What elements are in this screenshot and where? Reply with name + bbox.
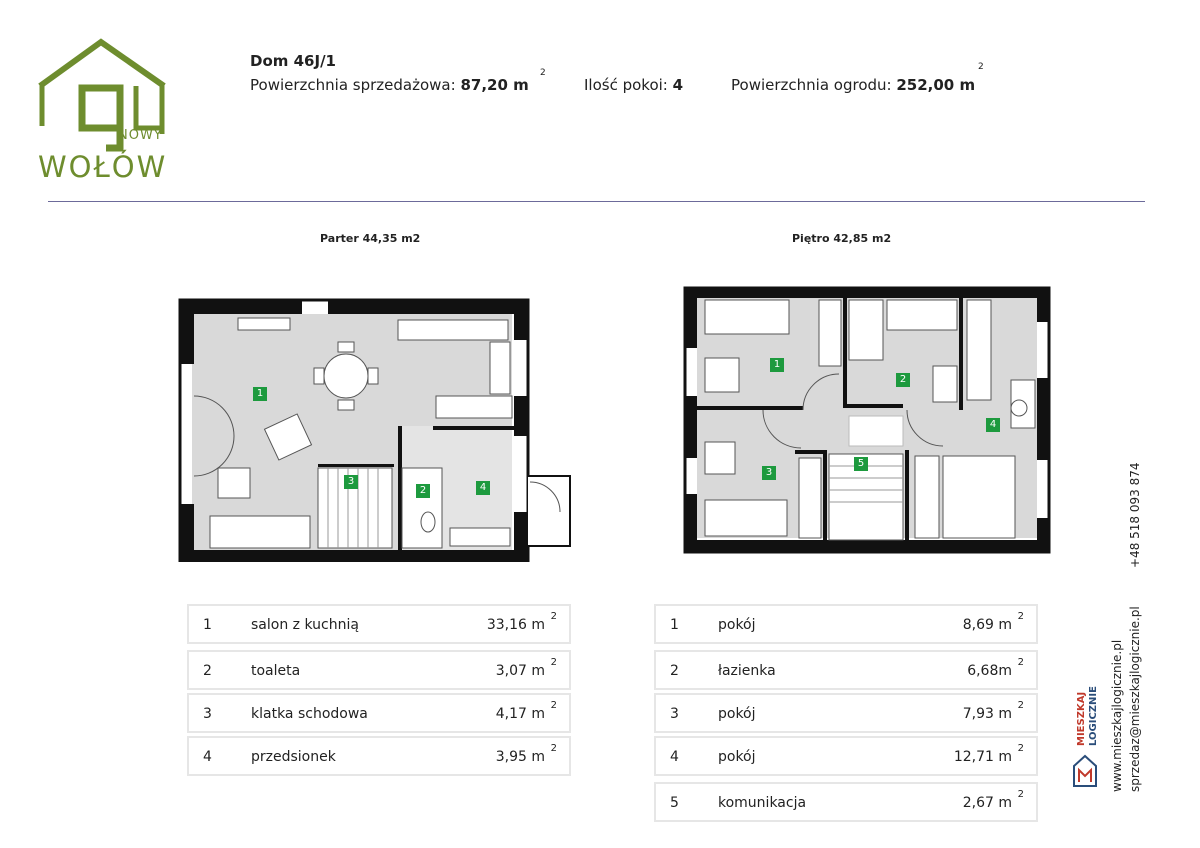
- rooms-count: [584, 76, 683, 94]
- room-area: 4,17 m 2: [495, 700, 557, 722]
- row-number: 1: [203, 617, 212, 633]
- ground-floor-label: Parter 44,35 m2: [320, 232, 421, 245]
- sale-area-sup: 2: [540, 68, 546, 78]
- garden-area: [731, 76, 975, 94]
- upper-room-label-2: 2: [896, 373, 910, 387]
- room-name: pokój: [718, 749, 756, 765]
- row-number: 5: [670, 795, 679, 811]
- room-area: 33,16 m 2: [486, 611, 557, 633]
- phone-number[interactable]: +48 518 093 874: [1128, 462, 1142, 568]
- sale-area-label: Powierzchnia sprzedażowa:: [250, 76, 456, 94]
- sale-area-value: 87,20 m: [460, 76, 529, 94]
- row-number: 3: [670, 706, 679, 722]
- table-row: [654, 736, 1038, 776]
- table-row: [654, 650, 1038, 690]
- rooms-label: Ilość pokoi:: [584, 76, 668, 94]
- room-area: 8,69 m 2: [962, 611, 1024, 633]
- row-number: 2: [670, 663, 679, 679]
- mieszkaj-logicznie-logo: [1072, 752, 1100, 792]
- table-row: [187, 736, 571, 776]
- room-area: 6,68m 2: [967, 657, 1024, 679]
- room-name: przedsionek: [251, 749, 336, 765]
- logo-text-small: NOWY: [118, 128, 163, 143]
- table-row: [187, 650, 571, 690]
- room-name: pokój: [718, 617, 756, 633]
- table-row: [654, 693, 1038, 733]
- upper-floor-table: [654, 604, 1038, 826]
- upper-room-label-5: 5: [854, 457, 868, 471]
- ground-floor-table: [187, 604, 571, 782]
- table-row: [187, 693, 571, 733]
- row-number: 4: [670, 749, 679, 765]
- ground-room-label-1: 1: [253, 387, 267, 401]
- row-number: 2: [203, 663, 212, 679]
- room-name: pokój: [718, 706, 756, 722]
- room-name: klatka schodowa: [251, 706, 368, 722]
- ground-room-label-3: 3: [344, 475, 358, 489]
- email-link[interactable]: sprzedaz@mieszkajlogicznie.pl: [1128, 606, 1142, 792]
- brand-vertical-bottom: LOGICZNIE: [1088, 686, 1099, 746]
- upper-room-label-1: 1: [770, 358, 784, 372]
- logo-text-big: WOŁÓW: [38, 150, 168, 184]
- room-area: 3,95 m 2: [495, 743, 557, 765]
- logo: [36, 38, 171, 183]
- room-area: 2,67 m 2: [962, 789, 1024, 811]
- sale-area: [250, 76, 529, 94]
- header-divider: [48, 201, 1145, 202]
- table-row: [654, 604, 1038, 644]
- rooms-value: 4: [672, 76, 684, 94]
- ground-floor-plan: [178, 296, 574, 562]
- row-number: 4: [203, 749, 212, 765]
- room-area: 7,93 m 2: [962, 700, 1024, 722]
- table-row: [187, 604, 571, 644]
- row-number: 1: [670, 617, 679, 633]
- garden-value: 252,00 m: [896, 76, 976, 94]
- room-name: komunikacja: [718, 795, 807, 811]
- website-link[interactable]: www.mieszkajlogicznie.pl: [1110, 639, 1124, 792]
- room-name: toaleta: [251, 663, 301, 679]
- upper-floor-label: Piętro 42,85 m2: [792, 232, 892, 245]
- room-name: salon z kuchnią: [251, 617, 359, 633]
- garden-label: Powierzchnia ogrodu:: [731, 76, 892, 94]
- upper-room-label-4: 4: [986, 418, 1000, 432]
- upper-room-label-3: 3: [762, 466, 776, 480]
- ground-room-label-4: 4: [476, 481, 490, 495]
- page-title: Dom 46J/1: [250, 52, 336, 70]
- room-area: 3,07 m 2: [495, 657, 557, 679]
- house-badge-icon: [1072, 752, 1098, 788]
- row-number: 3: [203, 706, 212, 722]
- brand-vertical-top: MIESZKAJ: [1076, 691, 1087, 746]
- room-area: 12,71 m 2: [953, 743, 1024, 765]
- ground-room-label-2: 2: [416, 484, 430, 498]
- table-row: [654, 782, 1038, 822]
- garden-area-sup: 2: [978, 62, 984, 72]
- room-name: łazienka: [718, 663, 776, 679]
